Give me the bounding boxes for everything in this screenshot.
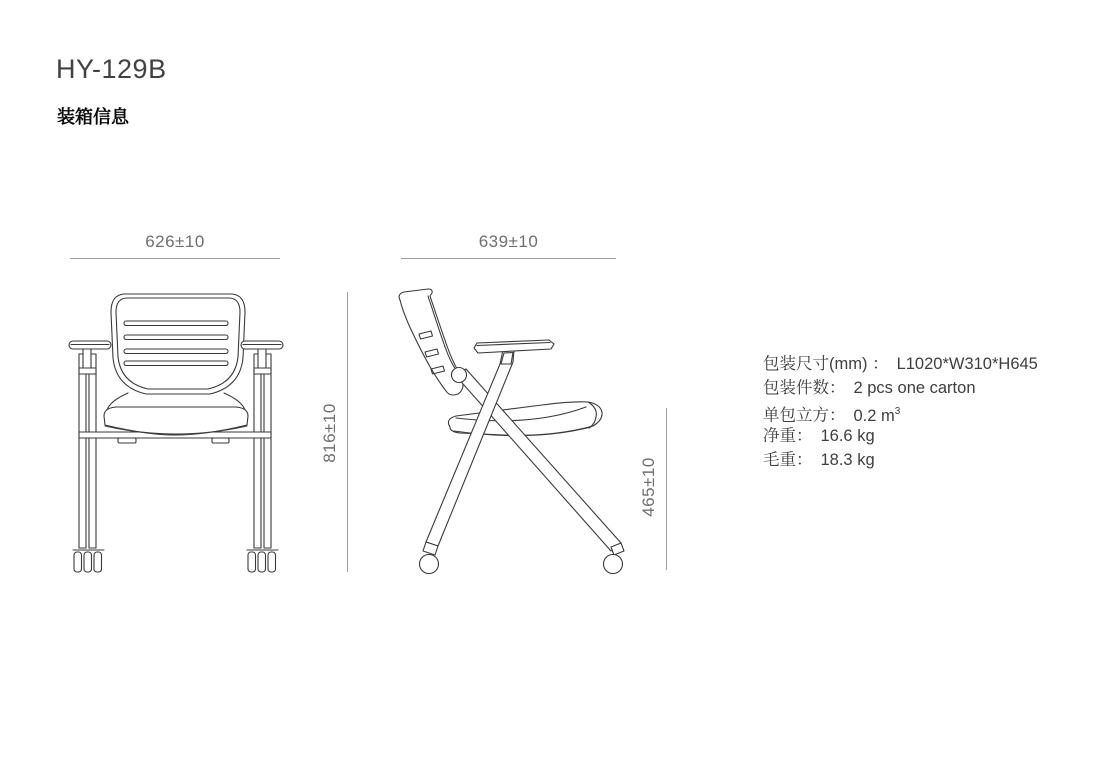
page-title: HY-129B [56, 54, 167, 84]
spec-value: 18.3 kg [820, 451, 875, 469]
spec-value: 0.2 m [853, 406, 895, 425]
side-rear-leg [456, 369, 624, 555]
page-subtitle: 装箱信息 [57, 107, 129, 127]
side-seat [448, 402, 602, 436]
spec-value-superscript: 3 [894, 406, 901, 417]
dimension-line-side-depth [401, 258, 616, 259]
side-casters [420, 555, 623, 574]
spec-value: 2 pcs one carton [853, 379, 976, 397]
dimension-label-seat-height: 465±10 [639, 457, 658, 517]
spec-row-gross-weight [763, 448, 1038, 472]
front-view-drawing [58, 284, 298, 584]
spec-value: 16.6 kg [820, 427, 875, 445]
dimension-line-overall-height [347, 292, 348, 572]
spec-label: 毛重： [763, 451, 813, 469]
side-view-drawing [392, 284, 642, 584]
spec-label: 包装件数： [763, 379, 846, 397]
dimension-label-front-width: 626±10 [145, 232, 205, 251]
front-casters [73, 550, 278, 572]
spec-row-net-weight [763, 424, 1038, 448]
spec-row-pack-size [763, 352, 1038, 376]
packing-specs [763, 352, 1038, 472]
spec-row-pack-count [763, 376, 1038, 400]
dimension-line-seat-height [666, 408, 667, 570]
side-pivot-joint [452, 368, 467, 383]
spec-label: 包装尺寸(mm) ： [763, 355, 889, 373]
front-seat [104, 407, 248, 435]
spec-row-pack-volume [763, 400, 1038, 424]
spec-label: 单包立方： [763, 406, 846, 425]
front-backrest [107, 294, 245, 410]
dimension-line-front-width [70, 258, 280, 259]
spec-label: 净重： [763, 427, 813, 445]
dimension-label-side-depth: 639±10 [478, 232, 539, 251]
spec-value: L1020*W310*H645 [896, 355, 1038, 373]
dimension-label-overall-height: 816±10 [320, 403, 339, 463]
